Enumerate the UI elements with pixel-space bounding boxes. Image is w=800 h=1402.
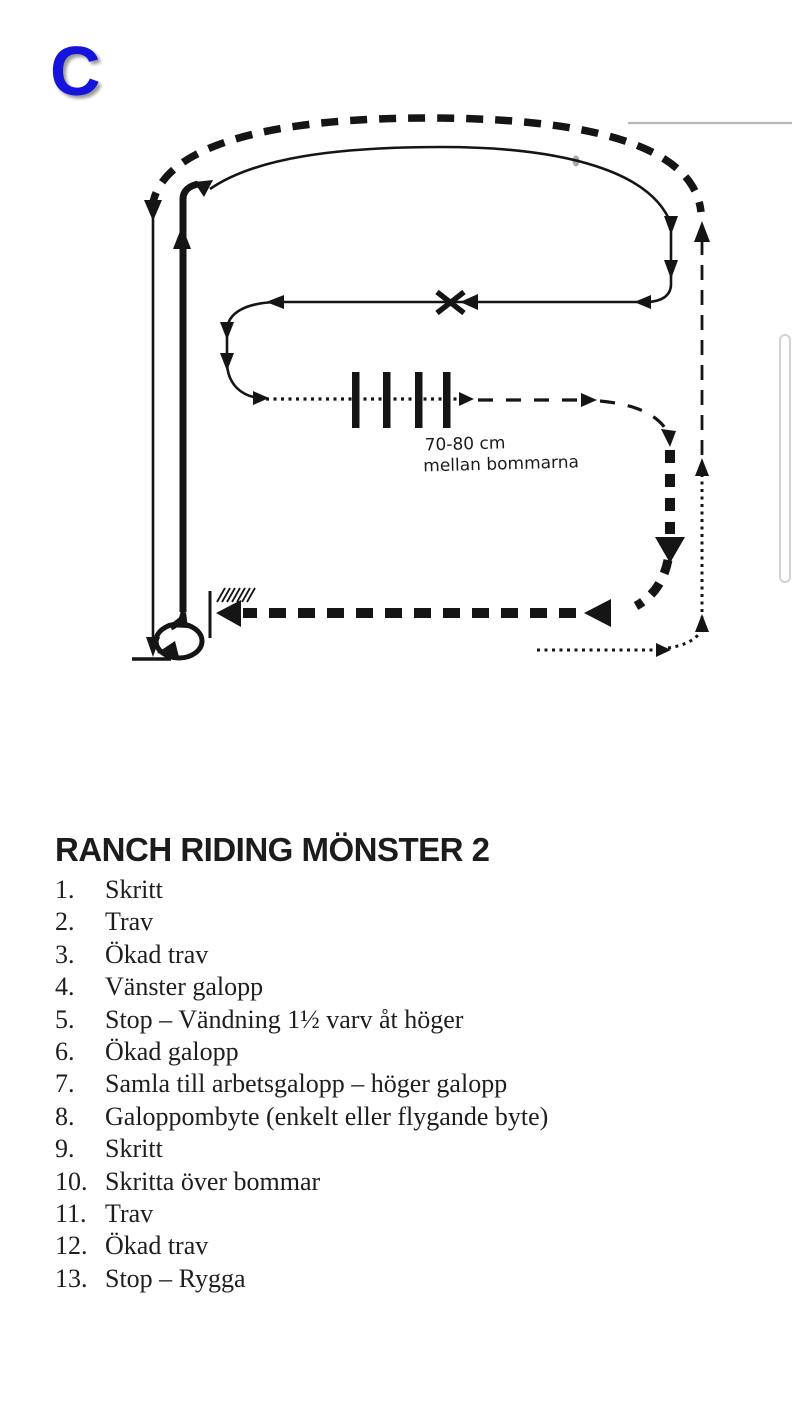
right-dashed-vertical-path: [694, 221, 710, 462]
pattern-step: [55, 874, 755, 906]
pattern-step: [55, 1036, 755, 1068]
turn-loop-symbol: [156, 612, 202, 658]
step-number: 5.: [55, 1004, 75, 1034]
step-text: Skritt: [105, 875, 163, 904]
step-number: 9.: [55, 1134, 75, 1164]
step-text: Stop – Rygga: [105, 1263, 246, 1293]
pattern-step: [55, 1166, 755, 1198]
pattern-step: [55, 971, 755, 1003]
arrowhead-right-icon: [459, 392, 474, 406]
pattern-step: [55, 1230, 755, 1262]
thick-dashed-vertical-path: [636, 450, 685, 606]
step-number: 1.: [55, 875, 75, 904]
scrollbar-thumb[interactable]: [779, 334, 791, 583]
step-number: 2.: [55, 907, 75, 937]
pattern-letter-label: C: [50, 32, 101, 110]
step-text: Vänster galopp: [105, 972, 264, 1002]
left-wall-path: [132, 208, 171, 659]
step-number: 10.: [55, 1166, 88, 1196]
step-text: Skritta över bommar: [105, 1166, 321, 1196]
step-text: Ökad trav: [105, 1231, 209, 1261]
step-number: 6.: [55, 1037, 75, 1067]
thick-dashed-horizontal-path: [216, 599, 611, 627]
arrowhead-down-icon: [655, 537, 685, 563]
medium-dashed-path: [478, 393, 676, 447]
pattern-step: [55, 906, 755, 938]
step-number: 13.: [55, 1263, 88, 1293]
outer-dashed-arc-path: [144, 118, 701, 221]
step-text: Trav: [105, 1199, 154, 1229]
step-number: 12.: [55, 1231, 88, 1261]
pattern-step: [55, 1133, 755, 1165]
pattern-step: [55, 939, 755, 971]
pattern-step: [55, 1004, 755, 1036]
pole-spacing-line2: mellan bommarna: [423, 452, 580, 477]
pattern-step-list: [55, 874, 755, 1295]
step-number: 8.: [55, 1101, 75, 1131]
pattern-step: [55, 1101, 755, 1133]
page-title: RANCH RIDING MÖNSTER 2: [55, 831, 490, 868]
arrowhead-left-icon: [584, 599, 611, 627]
right-dotted-vertical-path: [695, 458, 709, 632]
step-number: 3.: [55, 939, 75, 969]
step-text: Samla till arbetsgalopp – höger galopp: [105, 1069, 508, 1099]
step-number: 4.: [55, 972, 75, 1002]
pattern-step: [55, 1068, 755, 1100]
arrowhead-down-icon: [661, 429, 676, 447]
step-text: Stop – Vändning 1½ varv åt höger: [105, 1004, 464, 1034]
bottom-dotted-path: [537, 628, 701, 657]
arrowhead-up-icon: [173, 226, 191, 249]
step-number: 7.: [55, 1069, 75, 1099]
pole-spacing-line1: 70-80 cm: [424, 433, 506, 456]
pattern-description: [55, 832, 755, 1295]
step-text: Ökad galopp: [105, 1037, 239, 1067]
arrowhead-up-icon: [694, 221, 710, 242]
stop-hatching: [217, 588, 255, 602]
pattern-step: [55, 1263, 755, 1295]
step-text: Ökad trav: [105, 939, 209, 969]
arrowhead-right-icon: [656, 643, 671, 657]
inner-solid-path: [210, 147, 678, 405]
pattern-step: [55, 1198, 755, 1230]
poles-dotted-path: [266, 392, 474, 406]
arrowhead-left-icon: [216, 600, 241, 627]
arrowhead-right-icon: [581, 393, 597, 407]
step-text: Galoppombyte (enkelt eller flygande byte): [105, 1101, 549, 1131]
thick-solid-rundown-path: [173, 180, 213, 612]
step-text: Skritt: [105, 1134, 163, 1164]
pole-spacing-label: [422, 431, 579, 476]
step-number: 11.: [55, 1199, 87, 1229]
arrowhead-up-icon: [695, 458, 709, 476]
step-text: Trav: [105, 907, 154, 937]
